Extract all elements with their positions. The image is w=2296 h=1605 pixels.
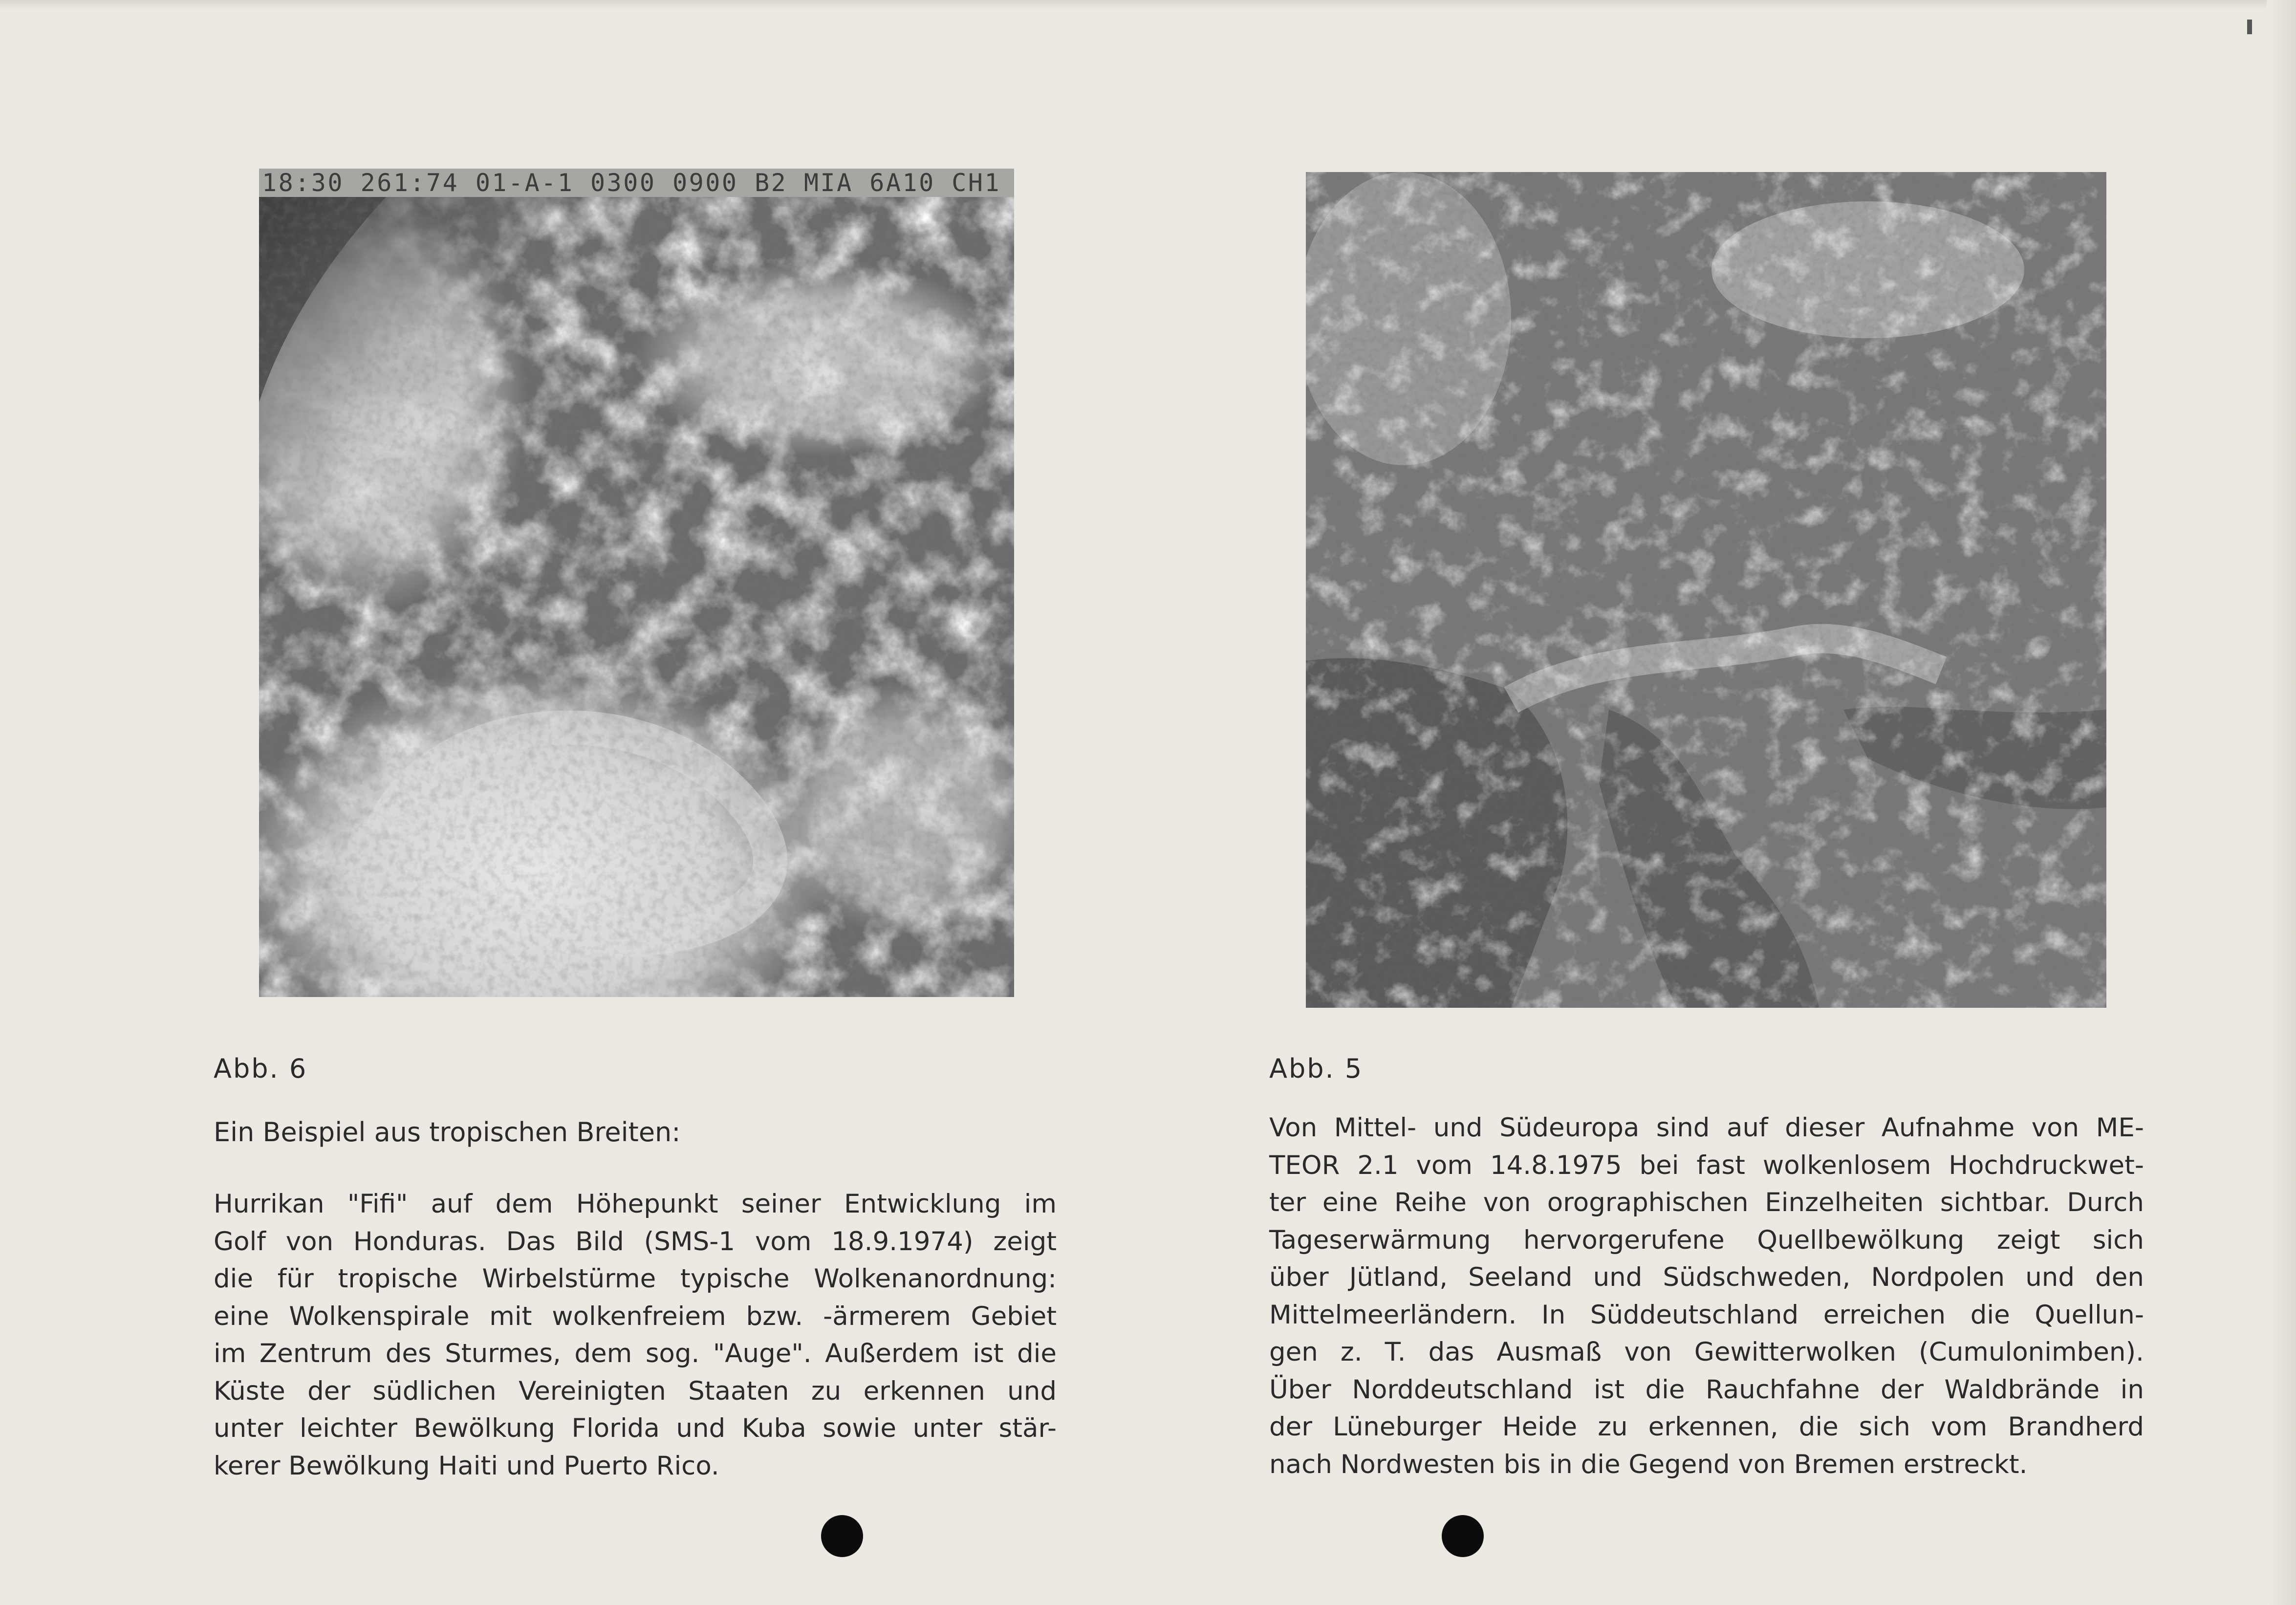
caption-line: Hurrikan "Fifi" auf dem Höhepunkt seiner Entwicklung im: [214, 1189, 1057, 1219]
figure-subtitle: Ein Beispiel aus tropischen Breiten:: [214, 1117, 681, 1148]
caption-line: nach Nordwesten bis in die Gegend von Bremen erstreckt.: [1269, 1449, 2028, 1479]
caption-line: Tageserwärmung hervorgerufene Quellbewölkung zeigt sich: [1269, 1225, 2144, 1255]
caption-line: im Zentrum des Sturmes, dem sog. "Auge". Außerdem ist die: [214, 1339, 1057, 1368]
caption-line: unter leichter Bewölkung Florida und Kuba sowie unter stär-: [214, 1413, 1057, 1443]
corner-mark: [2247, 20, 2252, 34]
figure-label: Abb. 5: [1269, 1053, 1364, 1084]
page-edge-right: [2267, 0, 2296, 1605]
caption-line: Golf von Honduras. Das Bild (SMS-1 vom 18.9.1974) zeigt: [214, 1226, 1057, 1257]
figure-label: Abb. 6: [214, 1053, 308, 1084]
hurricane-satellite-photo: [259, 197, 1014, 997]
europe-satellite-photo: [1306, 172, 2106, 1008]
caption-line: der Lüneburger Heide zu erkennen, die sich vom Brandherd: [1269, 1412, 2144, 1442]
caption-line: Von Mittel- und Südeuropa sind auf dieser Aufnahme von ME-: [1269, 1113, 2144, 1143]
caption-line: eine Wolkenspirale mit wolkenfreiem bzw. -ärmerem Gebiet: [214, 1301, 1057, 1331]
page-edge: [0, 0, 2296, 10]
caption-line: ter eine Reihe von orographischen Einzelheiten sichtbar. Durch: [1269, 1188, 2144, 1217]
punch-hole: [1442, 1515, 1484, 1557]
punch-hole: [821, 1515, 863, 1557]
caption-line: gen z. T. das Ausmaß von Gewitterwolken (Cumulonimben).: [1269, 1337, 2144, 1367]
caption-line: kerer Bewölkung Haiti und Puerto Rico.: [214, 1451, 719, 1481]
caption-line: über Jütland, Seeland und Südschweden, Nordpolen und den: [1269, 1262, 2144, 1292]
caption-line: Küste der südlichen Vereinigten Staaten zu erkennen und: [214, 1376, 1057, 1406]
caption-line: die für tropische Wirbelstürme typische Wolkenanordnung:: [214, 1264, 1057, 1294]
caption-line: Über Norddeutschland ist die Rauchfahne der Waldbrände in: [1269, 1374, 2144, 1405]
satellite-image-header: 18:30 261:74 01-A-1 0300 0900 B2 MIA 6A10 CH1: [259, 169, 1014, 197]
caption-line: Mittelmeerländern. In Süddeutschland erreichen die Quellun-: [1269, 1300, 2144, 1330]
figure-caption-right: [1269, 1109, 2144, 1483]
caption-line: TEOR 2.1 vom 14.8.1975 bei fast wolkenlosem Hochdruckwet-: [1269, 1150, 2144, 1180]
figure-caption-left: [214, 1186, 1057, 1485]
